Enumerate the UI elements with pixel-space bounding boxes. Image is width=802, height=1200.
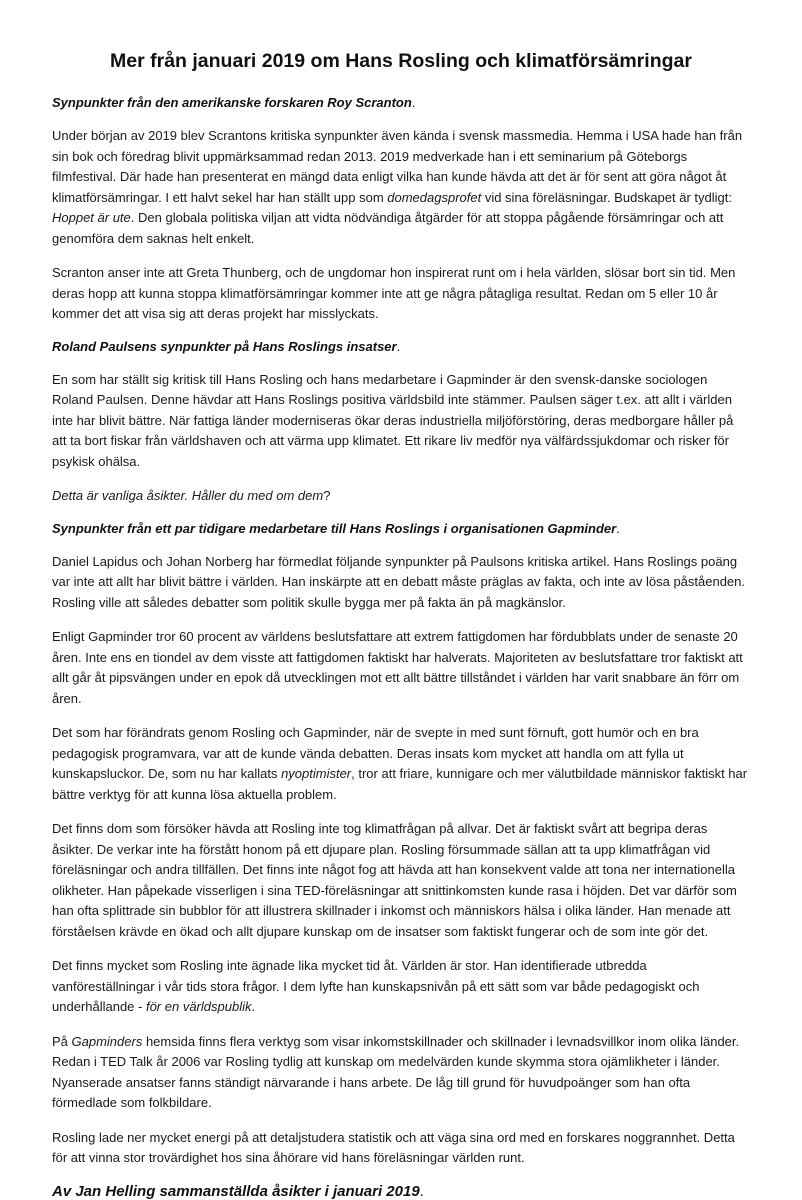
heading-text: Roland Paulsens synpunkter på Hans Roslings insatser [52,338,397,354]
paragraph: Rosling lade ner mycket energi på att detaljstudera statistik och att väga sina ord med en forskares noggrannhet. Detta för att vinna stor trovärdighet hos sina åhörare vid hans föreläsningar världen runt. [52,1129,735,1165]
heading-punct: . [411,95,416,110]
heading-text: Synpunkter från ett par tidigare medarbetare till Hans Roslings i organisationen Gapminder [52,520,617,536]
paragraph [52,956,750,1018]
section-heading-paulsen [52,339,750,354]
heading-punct: . [396,338,401,354]
signature-text: Av Jan Helling sammanställda åsikter i januari 2019 [52,1182,420,1200]
paragraph: Enligt Gapminder tror 60 procent av världens beslutsfattare att extrem fattigdomen har fördubblats under de senaste 20 åren. Inte ens en tiondel av dem visste att fattigdomen faktiskt har halverats. Majoriteten av beslutsfattare tror faktiskt att allt går åt pipsvängen under en epok då utvecklingen mot ett allt bättre tillståndet i världen har varit snabbare än förr om åren. [52,629,743,706]
text-run: Under början av 2019 blev Scrantons kritiska synpunkter även kända i svensk massmedia. Hemma i USA hade han från sin bok och föredrag blivit uppmärksammad redan 2013. 2019 medverkade han i ett seminarium på Göteborgs filmfestival. Där hade han presenterat en mängd data enligt vilka han kunde hävda att det är för sent att göra något åt klimatförsämringar. I ett halvt sekel har han ställt upp som [52,128,743,205]
text-run: , tror att friare, kunnigare och mer välutbildade människor faktiskt har bättre verktyg för att kunna lösa aktuella problem. [52,766,748,802]
signature [52,1183,750,1200]
heading-text: Synpunkter från den amerikanske forskaren Roy Scranton [52,95,412,110]
paragraph: En som har ställt sig kritisk till Hans Rosling och hans medarbetare i Gapminder är den svensk-danske sociologen Roland Paulsen. Denne hävdar att Hans Roslings positiva världsbild inte stämmer. Paulsen säger t.ex. att allt i världen inte har blivit bättre. När fattiga länder moderniseras ökar deras industriella miljöförstöring, deras medborgare håller på att ta bort fiskar från världshaven och att värma upp klimatet. Ett rikare liv medför nya välfärdssjukdomar och risker för psykisk ohälsa. [52,371,734,469]
section-heading-scranton [52,95,750,110]
paragraph: Scranton anser inte att Greta Thunberg, och de ungdomar hon inspirerat runt om i hela världen, slösar bort sin tid. Men deras hopp att kunna stoppa klimatförsämringar kommer inte att ge några påtagliga resultat. Redan om 5 eller 10 år kommer det att visa sig att deras projekt har misslyckats. [52,265,736,321]
document-title: Mer från januari 2019 om Hans Rosling och klimatförsämringar [110,50,692,72]
signature-punct: . [419,1182,424,1200]
text-run: . Den globala politiska viljan att vidta nödvändiga åtgärder för att stoppa pågående försämringar och att genomföra dem saknas helt enkelt. [52,210,724,246]
paragraph: Daniel Lapidus och Johan Norberg har förmedlat följande synpunkter på Paulsons kritiska artikel. Hans Roslings poäng var inte att allt har blivit bättre i världen. Han inskärpte att en debatt måste präglas av fakta, och inte av lösa påståenden. Rosling ville att således debatter som politik skulle bygga mer på fakta än på magkänslor. [52,553,746,610]
emphasis-text: för en världspublik [145,999,252,1014]
emphasis-text: domedagsprofet [387,189,482,205]
text-run: vid sina föreläsningar. Budskapet är tydligt: [481,189,732,205]
section-heading-gapminder [52,521,750,536]
emphasis-text: Gapminders [71,1033,143,1049]
emphasis-text: Detta är vanliga åsikter. Håller du med om dem [52,488,324,503]
text-run: . [251,999,256,1014]
question-paragraph [52,486,750,507]
paragraph [52,1032,750,1114]
text-run: Det finns mycket som Rosling inte ägnade lika mycket tid åt. Världen är stor. Han identifierade utbredda vanföreställningar i vår tids stora frågor. I dem lyfte han kunskapsnivån på ett sätt som var både pedagogiskt och underhållande - [52,958,700,1014]
text-run: hemsida finns flera verktyg som visar inkomstskillnader och skillnader i levnadsvillkor inom olika länder. Redan i TED Talk år 2006 var Rosling tydlig att kunskap om medelvärden kunde skymma stora ojämlikheter i länder. Nyanserade ansatser fanns ständigt närvarande i hans arbete. De låg till grund för huvudpoänger som han ofta förmedlade som folkbildare. [52,1033,740,1110]
paragraph [52,723,750,805]
emphasis-text: nyoptimister [281,766,352,781]
emphasis-text: Hoppet är ute [52,210,131,225]
paragraph: Det finns dom som försöker hävda att Rosling inte tog klimatfrågan på allvar. Det är faktiskt svårt att begripa deras åsikter. De verkar inte ha förstått honom på ett djupare plan. Rosling försummade sällan att ta upp klimatfrågan vid föreläsningar och andra tillfällen. Det finns inte något fog att hävda att han konsekvent valde att tona ner internationella olikheter. Han påpekade visserligen i sina TED-föreläsningar att snittinkomsten kunde rasa i höjden. Det var därför som han ofta splittrade sin bubblor för att illustrera skillnader i inkomst och människors hälsa i olika länder. Han menade att förståelsen krävde en ökad och allt djupare kunskap om de insatser som faktiskt fungerar och de som inte gör det. [52,821,737,939]
text-run: Det som har förändrats genom Rosling och Gapminder, när de svepte in med sunt förnuft, gott humör och en bra pedagogisk programvara, var att de kunde vända debatten. Deras insats kom mycket att handla om att fylla ut kunskapsluckor. De, som nu har kallats [52,725,699,781]
text-run: På [52,1033,72,1049]
text-run: ? [323,488,331,503]
heading-punct: . [616,520,620,536]
paragraph [52,126,750,249]
